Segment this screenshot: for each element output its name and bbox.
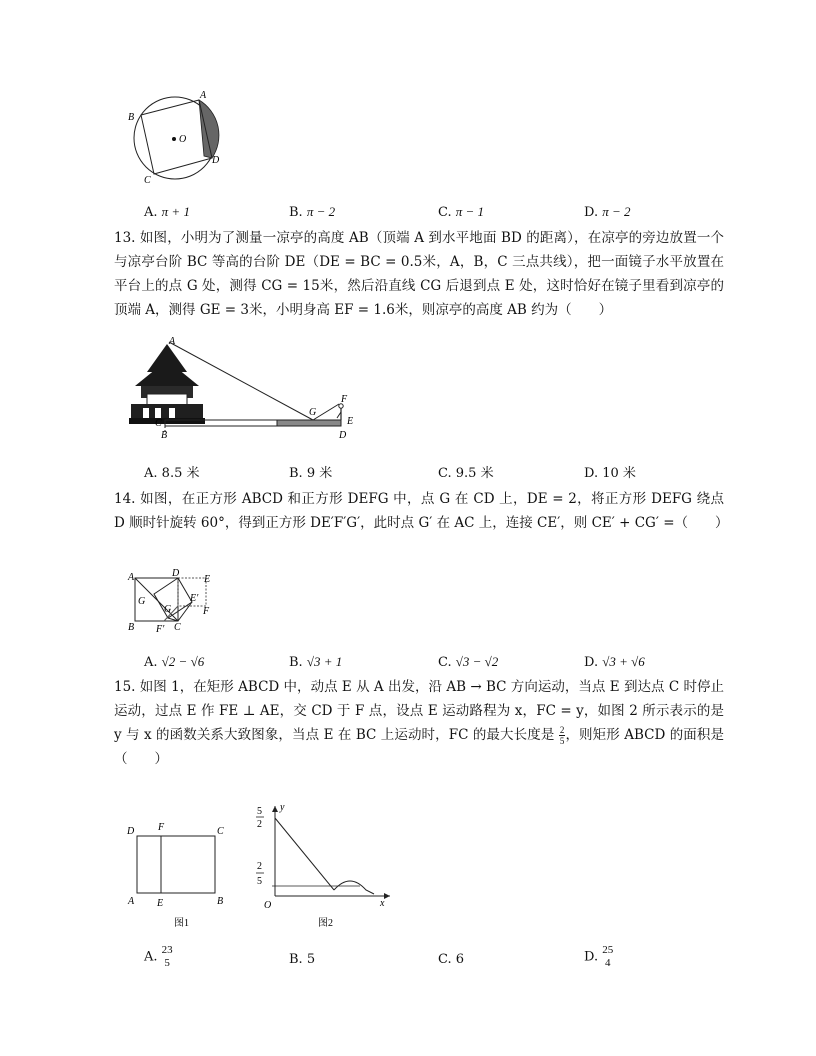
label-B: B [217,896,224,907]
label-A: A [200,90,207,101]
q14-option-a[interactable]: A. √2 − √6 [144,654,205,670]
label-C: C [144,175,151,186]
label-D: D [127,826,135,837]
q13-option-a[interactable]: A. 8.5 米 [144,466,200,481]
q13-figure [125,336,365,444]
label-D: D [339,430,347,441]
label-D: D [212,155,220,166]
q15-option-b[interactable]: B. 5 [289,952,316,967]
q12-figure [120,88,230,188]
q15-option-c[interactable]: C. 6 [438,952,465,967]
label-E: E [347,416,354,427]
label-E-prime: E′ [190,593,199,604]
label-A: A [128,572,135,583]
label-C: C [174,622,181,633]
label-G: G [309,407,317,418]
x-axis-label: x [380,898,385,909]
label-O: O [179,134,187,145]
q15-option-d[interactable]: D. 25 4 [584,944,614,969]
q13-option-d[interactable]: D. 10 米 [584,466,636,481]
label-E: E [204,574,211,585]
label-C: C [155,418,162,429]
label-B: B [128,112,135,123]
label-C: C [217,826,224,837]
q13-option-b[interactable]: B. 9 米 [289,466,333,481]
q14-option-d[interactable]: D. √3 + √6 [584,654,645,670]
tick-numerator-2: 2 [257,861,262,872]
fraction-max-fc: $\frac{2}{5}$ [559,725,565,746]
q15-figure-2 [250,800,400,930]
label-F: F [203,606,210,617]
label-B: B [128,622,135,633]
q12-option-a[interactable]: A. π + 1 [144,204,190,220]
label-D: D [172,568,180,579]
q14-option-c[interactable]: C. √3 − √2 [438,654,499,670]
tick-numerator-1: 5 [257,806,262,817]
fig1-caption: 图1 [174,918,189,929]
label-F: F [158,822,165,833]
q14-option-b[interactable]: B. √3 + 1 [289,654,343,670]
label-G-prime: G [138,596,146,607]
q13-stem: 13. 如图，小明为了测量一凉亭的高度 AB（顶端 A 到水平地面 BD 的距离），在凉亭的旁边放置一个与凉亭台阶 BC 等高的台阶 DE（DE = BC = 0.5米，A，B，C 三点共线），把一面镜子水平放置在平台上的点 G 处，测得 CG = 15米，然后沿直线 CG 后退到点 E 处，这时恰好在镜子里看到凉亭的顶端 A，测得 GE = 3米，小明身高 EF = 1.6米，则凉亭的高度 AB 约为（ ） [114,230,724,318]
q15-option-a[interactable]: A. 23 5 [144,944,173,969]
pavilion-icon [129,344,205,424]
q12-option-c[interactable]: C. π − 1 [438,204,485,220]
y-axis-label: y [280,802,285,813]
label-G: G [164,604,172,615]
label-E: E [157,898,164,909]
tick-denominator-2: 5 [257,876,262,887]
q12-option-b[interactable]: B. π − 2 [289,204,336,220]
label-A: A [128,896,135,907]
q13-option-c[interactable]: C. 9.5 米 [438,466,494,481]
label-B: B [161,430,168,441]
label-F-prime: F′ [156,624,165,634]
tick-denominator-1: 2 [257,819,262,830]
q14-stem: 14. 如图，在正方形 ABCD 和正方形 DEFG 中，点 G 在 CD 上，DE = 2，将正方形 DEFG 绕点 D 顺时针旋转 60°，得到正方形 DE′F′G′，此时点 G′ 在 AC 上，连接 CE′，则 CE′ + CG′ =（ ） [114,491,729,531]
q15-stem: 15. 如图 1，在矩形 ABCD 中，动点 E 从 A 出发，沿 AB → BC 方向运动，当点 E 到达点 C 时停止运动，过点 E 作 FE ⊥ AE，交 CD 于 F 点，设点 E 运动路程为 x，FC = y，如图 2 所示表示的是 y 与 x 的函数关系大致图象，当点 E 在 BC 上运动时，FC 的最大长度是 $\frac{2}{5}$ ，则矩形 ABCD 的面积是（ ） [114,679,725,767]
origin-label: O [264,900,272,911]
label-F: F [341,394,348,405]
q14-figure [124,568,224,634]
q12-option-d[interactable]: D. π − 2 [584,204,631,220]
label-A: A [169,336,176,347]
fig2-caption: 图2 [318,918,333,929]
q15-figure-1 [124,818,236,930]
